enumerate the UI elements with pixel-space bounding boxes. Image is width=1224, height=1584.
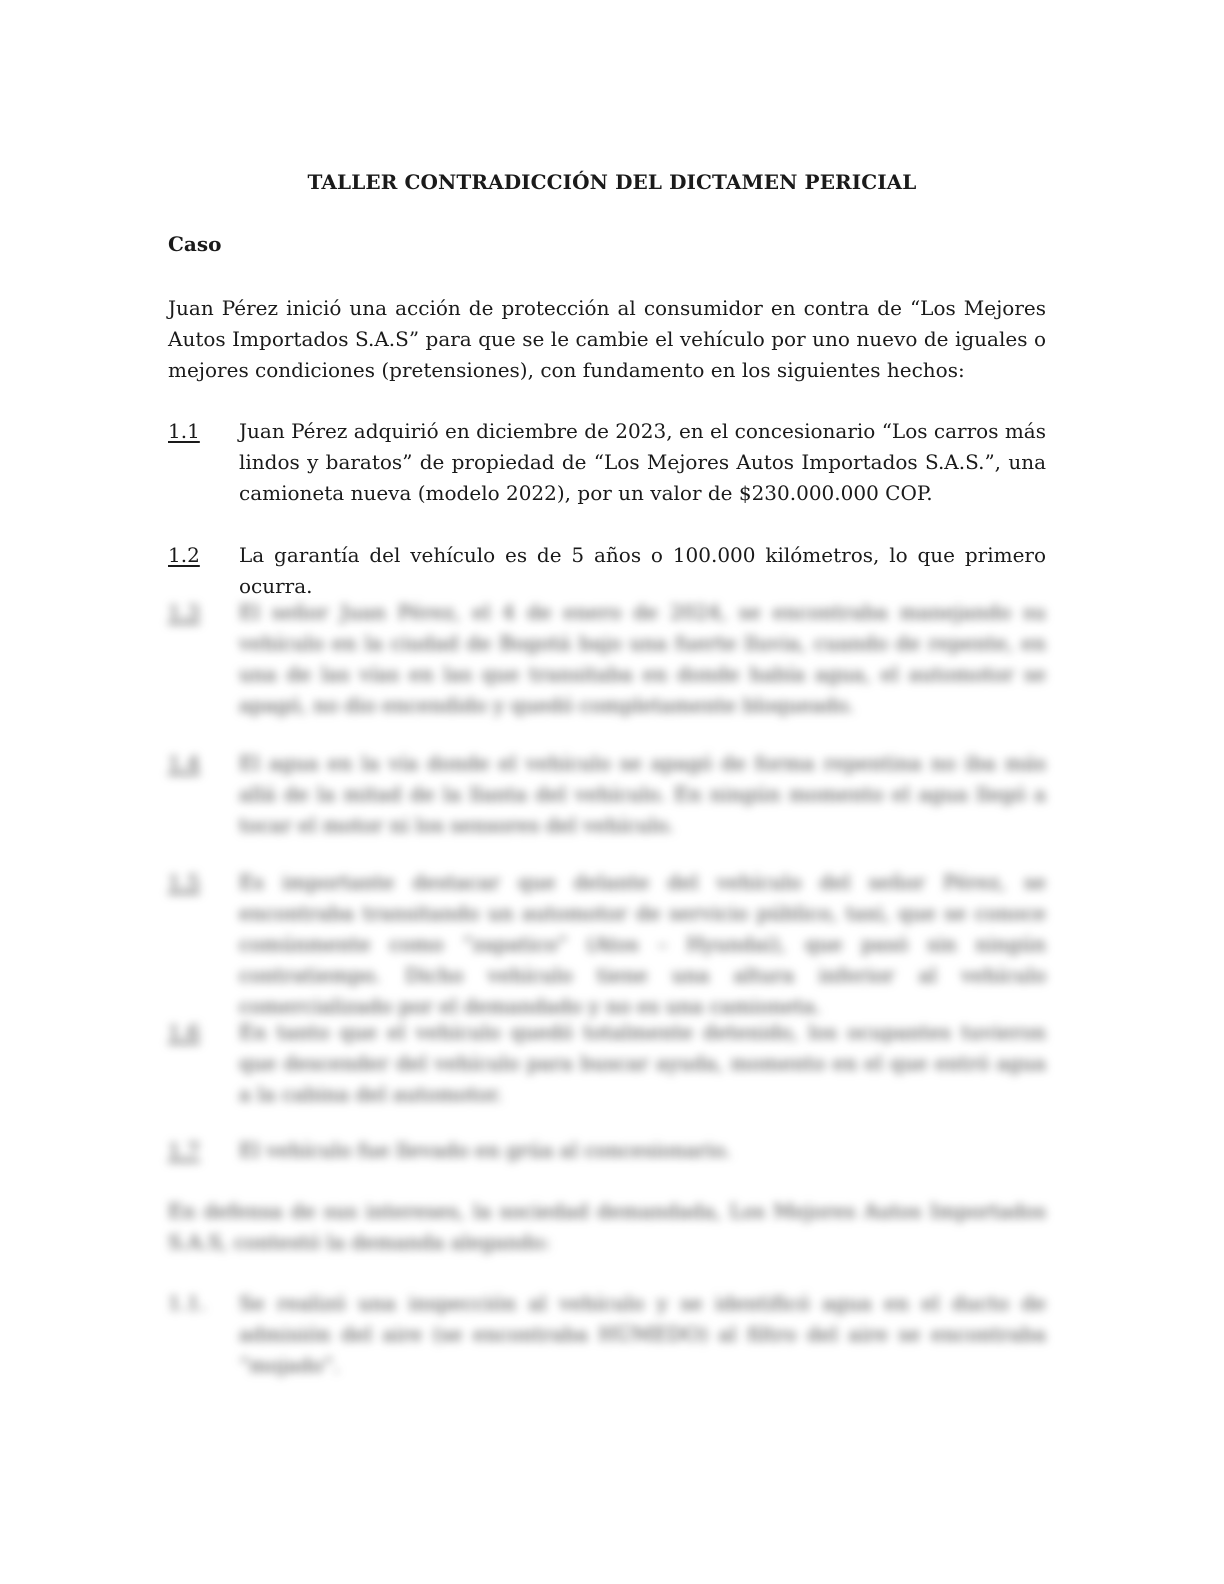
defense-number: 1.1. xyxy=(168,1291,207,1315)
intro-paragraph: Juan Pérez inició una acción de protección al consumidor en contra de “Los Mejores Autos Importados S.A.S” para que se le cambie el vehículo por uno nuevo de iguales o mejores condiciones (pretensiones), con fundamento en los siguientes hechos: xyxy=(168,296,1046,382)
fact-number: 1.6 xyxy=(168,1020,200,1044)
defense-paragraph: En defensa de sus intereses, la sociedad demandada, Los Mejores Autos Importados S.A.S, contestó la demanda alegando: xyxy=(168,1199,1046,1254)
fact-number: 1.5 xyxy=(168,870,200,894)
fact-number: 1.2 xyxy=(168,543,200,567)
fact-text: Juan Pérez adquirió en diciembre de 2023, en el concesionario “Los carros más lindos y baratos” de propiedad de “Los Mejores Autos Importados S.A.S.”, una camioneta nueva (modelo 2022), por un valor de $230.000.000 COP. xyxy=(239,419,1046,505)
fact-text: El agua en la vía donde el vehículo se apagó de forma repentina no iba más allá de la mitad de la llanta del vehículo. En ningún momento el agua llegó a tocar el motor ni los sensores del vehículo. xyxy=(239,751,1046,837)
page-title: TALLER CONTRADICCIÓN DEL DICTAMEN PERICIAL xyxy=(307,170,917,194)
fact-number: 1.1 xyxy=(168,419,200,443)
fact-number: 1.7 xyxy=(168,1138,200,1162)
section-heading: Caso xyxy=(168,232,222,256)
fact-text: En tanto que el vehículo quedó totalmente detenido, los ocupantes tuvieron que descender del vehículo para buscar ayuda, momento en el que entró agua a la cabina del automotor. xyxy=(239,1020,1046,1106)
fact-text: La garantía del vehículo es de 5 años o 100.000 kilómetros, lo que primero ocurra. xyxy=(239,543,1046,598)
fact-number: 1.3 xyxy=(168,600,200,624)
fact-text: El señor Juan Pérez, el 4 de enero de 2024, se encontraba manejando su vehículo en la ciudad de Bogotá bajo una fuerte lluvia, cuando de repente, en una de las vías en las que transitaba en donde había agua, el automotor se apagó, no dio encendido y quedó completamente bloqueado. xyxy=(239,600,1046,717)
defense-text: Se realizó una inspección al vehículo y se identificó agua en el ducto de admisión del aire (se encontraba HÚMEDO) al filtro del aire se encontraba “mojado”. xyxy=(239,1291,1046,1377)
fact-number: 1.4 xyxy=(168,751,200,775)
fact-text: El vehículo fue llevado en grúa al concesionario. xyxy=(239,1138,732,1162)
fact-text: Es importante destacar que delante del vehículo del señor Pérez, se encontraba transitando un automotor de servicio público, taxi, que se conoce comúnmente como “zapatico” (Atos – Hyundai), que pasó sin ningún contratiempo. Dicho vehículo tiene una altura inferior al vehículo comercializado por el demandado y no es una camioneta. xyxy=(239,870,1046,1018)
